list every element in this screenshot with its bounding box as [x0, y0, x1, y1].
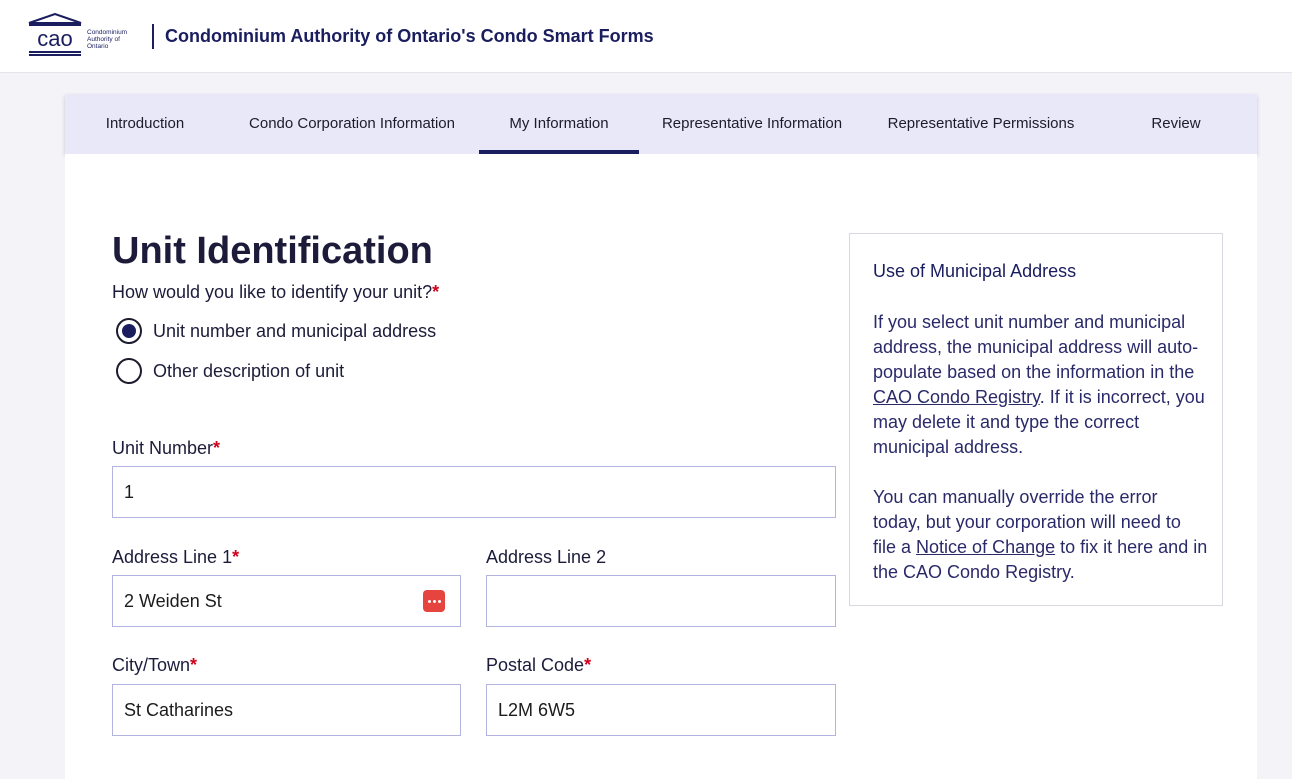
- question-text: How would you like to identify your unit?: [112, 282, 433, 302]
- info-box-title: Use of Municipal Address: [873, 261, 1077, 281]
- required-asterisk: *: [190, 655, 198, 675]
- required-asterisk: *: [584, 655, 592, 675]
- postal-code-label: [486, 655, 591, 676]
- postal-code-input[interactable]: [486, 684, 836, 736]
- section-title: Unit Identification: [112, 230, 433, 272]
- logo-line: Authority of: [87, 36, 120, 43]
- tab-introduction[interactable]: Introduction: [105, 115, 185, 132]
- info-paragraph-2: [873, 485, 1208, 585]
- info-text: You can manually override the error today, but your corporation will need to file a: [873, 487, 1181, 557]
- app-title: Condominium Authority of Ontario's Condo Smart Forms: [165, 26, 654, 46]
- tab-representative-information[interactable]: Representative Information: [661, 115, 843, 132]
- city-town-label: [112, 655, 197, 676]
- info-text: to fix it here and in the CAO Condo Registry.: [873, 537, 1208, 582]
- radio-button[interactable]: [116, 358, 142, 384]
- password-manager-icon[interactable]: [423, 590, 445, 612]
- label-text: Unit Number: [112, 438, 214, 458]
- tab-condo-corporation-information[interactable]: Condo Corporation Information: [249, 115, 455, 132]
- city-town-input[interactable]: [112, 684, 461, 736]
- logo-line: Condominium: [87, 29, 128, 36]
- tab-review[interactable]: Review: [1151, 115, 1201, 132]
- address-line-1-label: [112, 547, 239, 568]
- cao-logo-icon: [27, 13, 83, 57]
- municipal-address-info-box: [849, 233, 1223, 606]
- label-text: Address Line 1: [112, 547, 233, 567]
- info-text: If you select unit number and municipal address, the municipal address will auto-populate based on the information in the: [873, 312, 1199, 382]
- info-text: . If it is incorrect, you may delete it and type the correct municipal address.: [873, 387, 1205, 457]
- tab-my-information[interactable]: My Information: [479, 94, 639, 154]
- label-text: Postal Code: [486, 655, 585, 675]
- required-asterisk: *: [213, 438, 221, 458]
- logo-line: Ontario: [87, 43, 109, 50]
- unit-number-label: [112, 438, 220, 459]
- header-divider: [152, 24, 154, 49]
- address-line-2-input[interactable]: [486, 575, 836, 627]
- notice-of-change-link[interactable]: Notice of Change: [916, 537, 1056, 557]
- radio-button-selected[interactable]: [116, 318, 142, 344]
- cao-condo-registry-link[interactable]: CAO Condo Registry: [873, 387, 1040, 407]
- unit-identification-question: [112, 282, 439, 303]
- radio-label[interactable]: Other description of unit: [153, 360, 345, 381]
- address-line-1-input[interactable]: [112, 575, 461, 627]
- top-bar: [0, 0, 1292, 73]
- unit-number-input[interactable]: [112, 466, 836, 518]
- label-text: Address Line 2: [486, 547, 607, 567]
- radio-option-other-description[interactable]: [116, 357, 344, 385]
- radio-option-unit-number-address[interactable]: [116, 317, 436, 345]
- svg-text:cao: cao: [37, 26, 73, 51]
- step-tabs: [65, 94, 1257, 154]
- label-text: City/Town: [112, 655, 191, 675]
- cao-logo[interactable]: [27, 13, 137, 57]
- radio-label[interactable]: Unit number and municipal address: [153, 320, 437, 341]
- logo-wordmark: [87, 29, 137, 50]
- required-asterisk: *: [432, 282, 440, 302]
- address-line-2-label: [486, 547, 606, 568]
- required-asterisk: *: [232, 547, 240, 567]
- tab-representative-permissions[interactable]: Representative Permissions: [887, 115, 1075, 132]
- info-paragraph-1: [873, 310, 1208, 460]
